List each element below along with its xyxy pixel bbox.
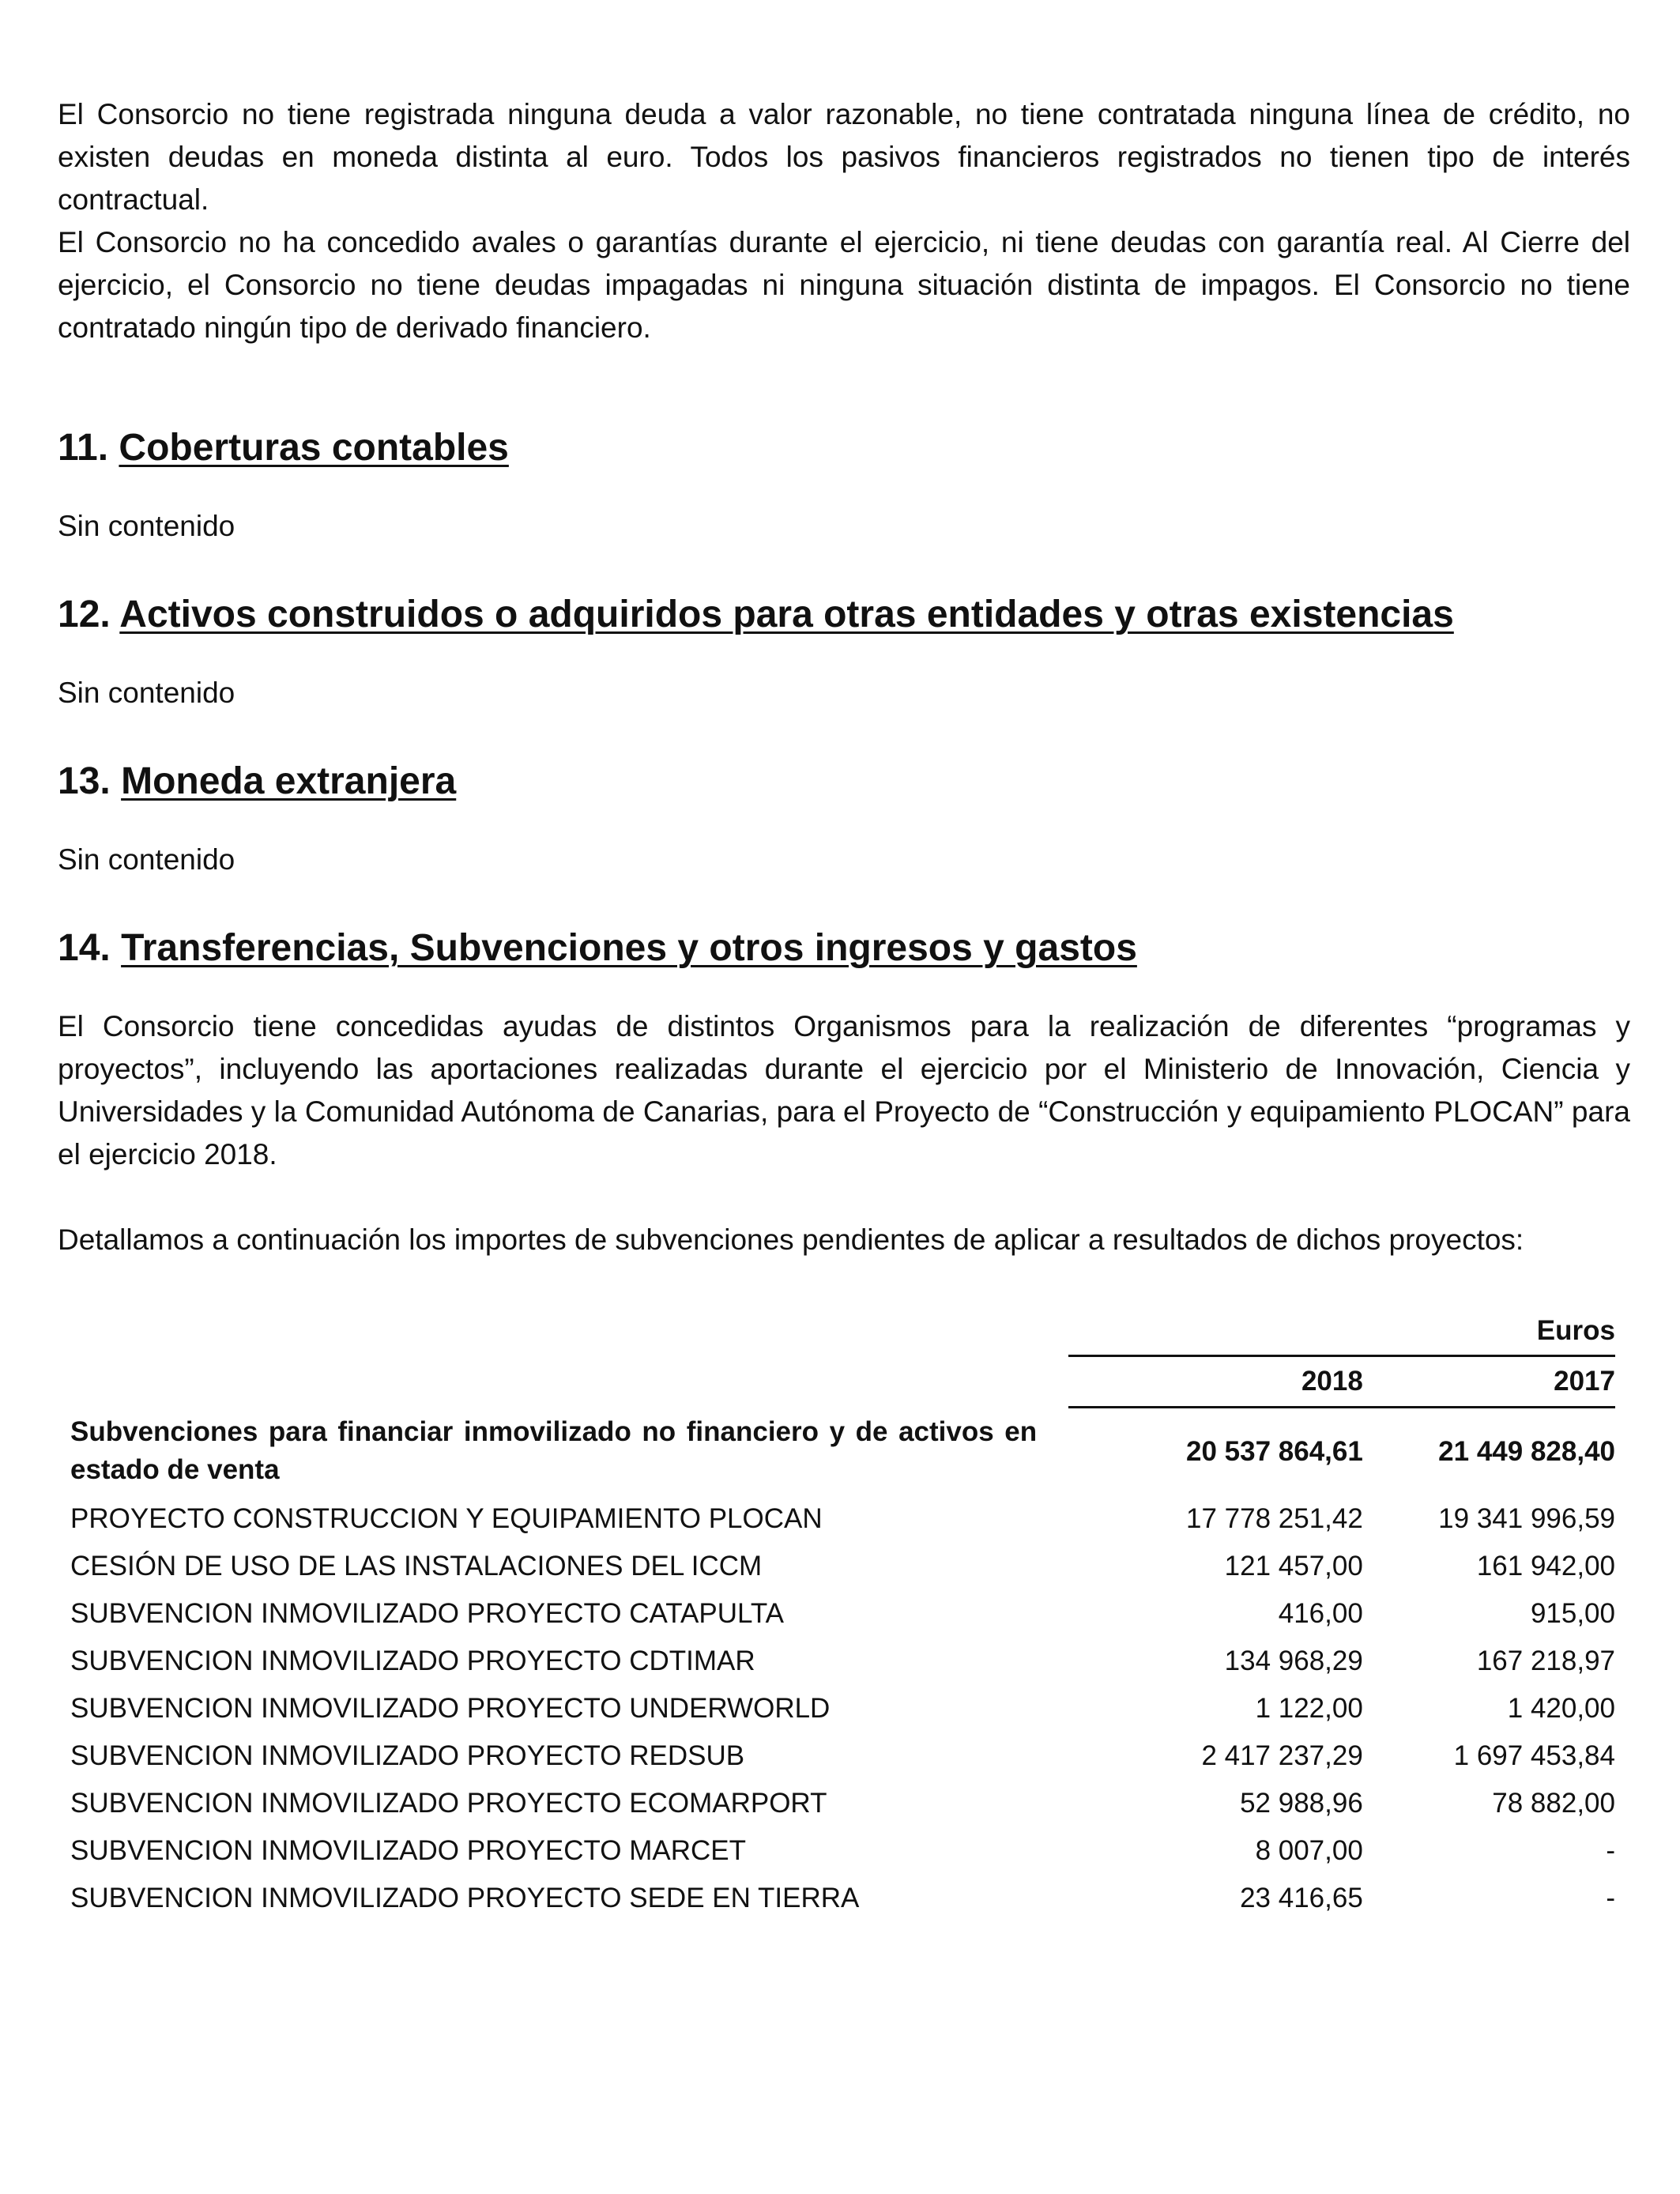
table-row: [70, 1638, 1615, 1685]
table-row: [70, 1780, 1615, 1827]
row-2017: 167 218,97: [1476, 1646, 1615, 1676]
currency-label: Euros: [1363, 1307, 1615, 1356]
document-page: [58, 93, 1630, 1922]
row-2017: -: [1606, 1883, 1615, 1913]
table-row: [70, 1685, 1615, 1732]
subsidies-table: [70, 1307, 1615, 1922]
row-2018: 17 778 251,42: [1185, 1503, 1363, 1534]
row-2018: 1 122,00: [1255, 1693, 1363, 1724]
row-2017: 78 882,00: [1492, 1788, 1615, 1819]
row-label: CESIÓN DE USO DE LAS INSTALACIONES DEL ICCM: [70, 1551, 763, 1581]
section-12-body: Sin contenido: [58, 677, 235, 709]
section-title: Transferencias, Subvenciones y otros ingresos y gastos: [121, 927, 1137, 969]
section-14-paragraph-1: El Consorcio tiene concedidas ayudas de distintos Organismos para la realización de diferentes “programas y proyectos”, incluyendo las aportaciones realizadas durante el ejercicio por el Ministerio de Innovación, Ciencia y Universidades y la Comunidad Autónoma de Canarias, para el Proyecto de “Construcción y equipamiento PLOCAN” para el ejercicio 2018.: [58, 1010, 1630, 1171]
section-heading-13: [58, 758, 1630, 805]
section-number: 14.: [58, 927, 111, 969]
row-label: SUBVENCION INMOVILIZADO PROYECTO UNDERWORLD: [70, 1693, 831, 1724]
row-label: SUBVENCION INMOVILIZADO PROYECTO REDSUB: [70, 1740, 745, 1771]
section-number: 12.: [58, 594, 111, 635]
table-row: [70, 1875, 1615, 1922]
section-heading-14: [58, 925, 1630, 972]
total-2018: 20 537 864,61: [1185, 1436, 1363, 1467]
row-2018: 2 417 237,29: [1201, 1740, 1363, 1771]
section-14-paragraph-2: Detallamos a continuación los importes de subvenciones pendientes de aplicar a resultados de dichos proyectos:: [58, 1223, 1524, 1256]
table-header-row: [70, 1356, 1615, 1408]
section-title: Activos construidos o adquiridos para otras entidades y otras existencias: [119, 594, 1454, 635]
section-13-body: Sin contenido: [58, 843, 235, 876]
intro-paragraph-2: El Consorcio no ha concedido avales o garantías durante el ejercicio, ni tiene deudas con garantía real. Al Cierre del ejercicio, el Consorcio no tiene deudas impagadas ni ninguna situación distinta de impagos. El Consorcio no tiene contratado ningún tipo de derivado financiero.: [58, 226, 1630, 344]
section-11-body: Sin contenido: [58, 510, 235, 542]
row-2018: 121 457,00: [1224, 1551, 1363, 1581]
row-label: SUBVENCION INMOVILIZADO PROYECTO SEDE EN TIERRA: [70, 1883, 860, 1913]
table-row: [70, 1590, 1615, 1638]
row-2017: 1 420,00: [1507, 1693, 1615, 1724]
row-label: SUBVENCION INMOVILIZADO PROYECTO CATAPULTA: [70, 1598, 785, 1629]
section-heading-11: [58, 424, 1630, 472]
row-2017: 161 942,00: [1476, 1551, 1615, 1581]
row-label: PROYECTO CONSTRUCCION Y EQUIPAMIENTO PLOCAN: [70, 1503, 823, 1534]
row-2017: 915,00: [1530, 1598, 1615, 1629]
total-label: Subvenciones para financiar inmovilizado no financiero y de activos en estado de venta: [70, 1416, 1038, 1486]
intro-paragraph-1: El Consorcio no tiene registrada ninguna deuda a valor razonable, no tiene contratada ninguna línea de crédito, no existen deudas en moneda distinta al euro. Todos los pasivos financieros registrados no tienen tipo de interés contractual.: [58, 98, 1630, 216]
section-number: 13.: [58, 760, 111, 802]
column-header-2018: 2018: [1068, 1356, 1363, 1408]
row-label: SUBVENCION INMOVILIZADO PROYECTO ECOMARPORT: [70, 1788, 827, 1819]
row-label: SUBVENCION INMOVILIZADO PROYECTO MARCET: [70, 1835, 747, 1866]
table-row: [70, 1495, 1615, 1543]
row-2017: 1 697 453,84: [1453, 1740, 1615, 1771]
section-title: Coberturas contables: [119, 427, 509, 469]
row-2017: 19 341 996,59: [1438, 1503, 1615, 1534]
section-title: Moneda extranjera: [121, 760, 457, 802]
table-row: [70, 1827, 1615, 1875]
total-2017: 21 449 828,40: [1438, 1436, 1615, 1467]
row-2018: 134 968,29: [1224, 1646, 1363, 1676]
table-total-row: [70, 1408, 1615, 1496]
row-2018: 416,00: [1278, 1598, 1363, 1629]
table-row: [70, 1732, 1615, 1780]
table-row: [70, 1543, 1615, 1590]
row-label: SUBVENCION INMOVILIZADO PROYECTO CDTIMAR: [70, 1646, 755, 1676]
row-2017: -: [1606, 1835, 1615, 1866]
table-currency-row: [70, 1307, 1615, 1356]
row-2018: 52 988,96: [1240, 1788, 1363, 1819]
section-heading-12: [58, 591, 1630, 639]
row-2018: 8 007,00: [1255, 1835, 1363, 1866]
column-header-2017: 2017: [1363, 1356, 1615, 1408]
row-2018: 23 416,65: [1240, 1883, 1363, 1913]
section-number: 11.: [58, 427, 109, 469]
